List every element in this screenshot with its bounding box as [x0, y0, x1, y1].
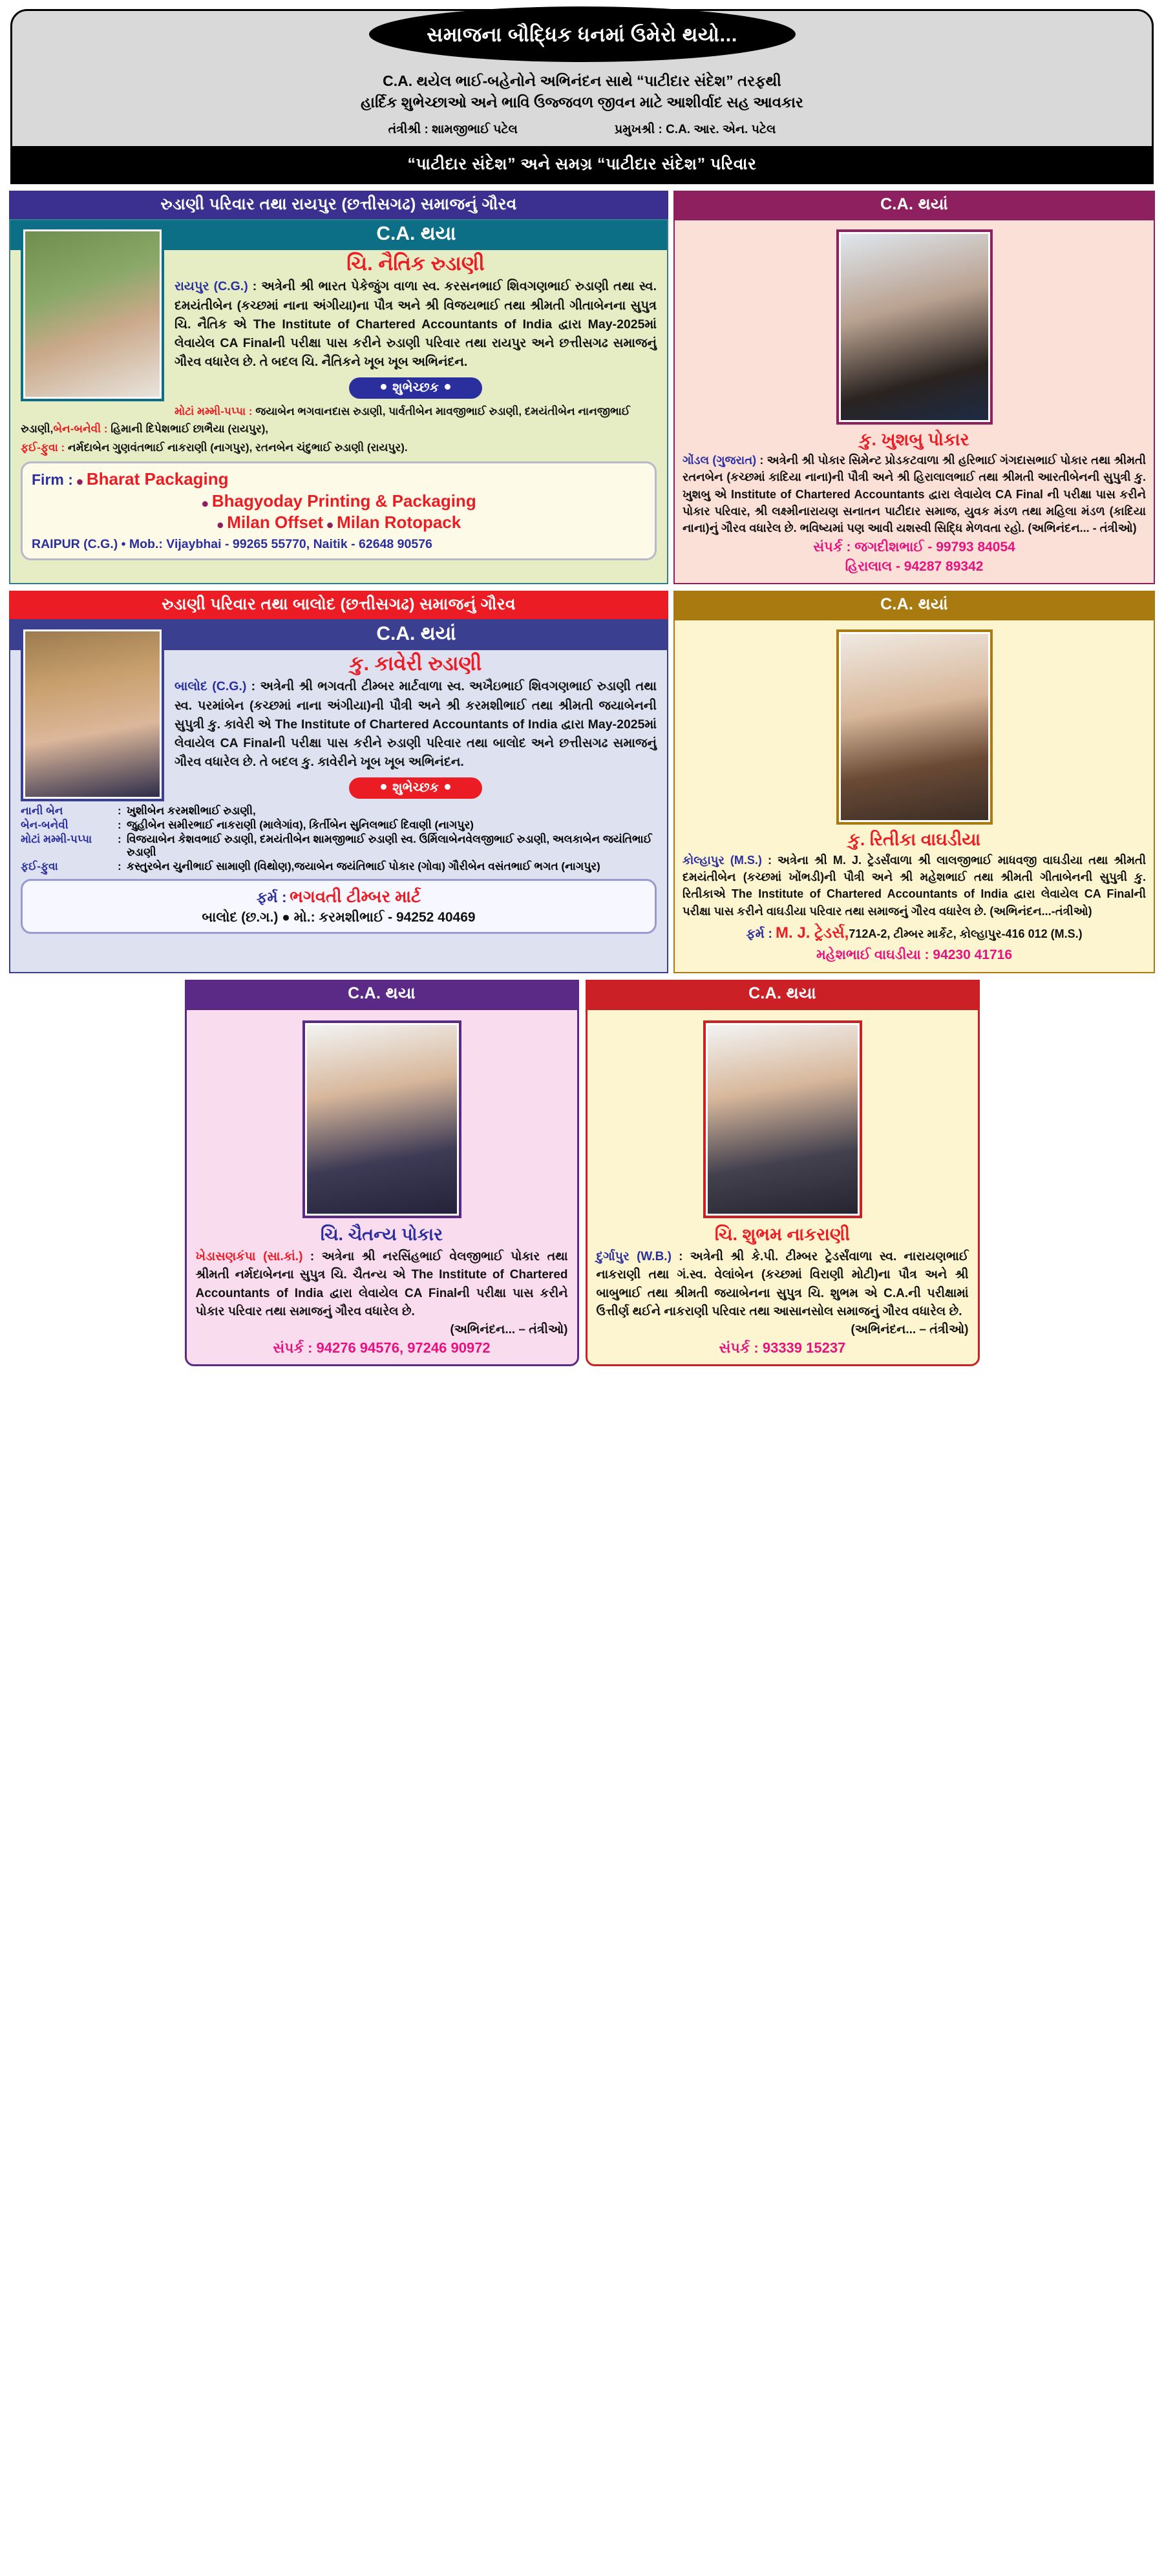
photo-frame	[836, 229, 993, 425]
section1-left-ca-label: C.A. થયા	[376, 223, 456, 245]
section2-left-ca-label: C.A. થયાં	[376, 623, 456, 645]
section1-left-column	[9, 191, 668, 584]
header-line-2: હાર્દિક શુભેચ્છાઓ અને ભાવિ ઉજ્જવળ જીવન માટે આશીર્વાદ સહ આવકાર	[361, 93, 803, 111]
portrait-photo-kaveri	[25, 631, 160, 797]
section2-left-photo-container	[21, 627, 164, 801]
relative-row	[21, 439, 657, 457]
shubhechchhak-label: શુભેચ્છક	[392, 380, 439, 395]
portrait-photo-khushbu	[841, 234, 988, 420]
section1-left-relatives	[21, 403, 657, 457]
header-roles	[32, 123, 1132, 137]
bottom-left-place: ખેડાસણકંપા (સા.કાં.)	[195, 1249, 303, 1263]
section1-left-text: : અત્રેની શ્રી ભારત પેકેજુંગ વાળા સ્વ. કરસનભાઈ શિવગણભાઈ રુડાણી તથા સ્વ. દમયંતીબેન (કચ્છમાં નાના અંગીયા)ના પૌત્ર અને શ્રી વિજયભાઈ તથા શ્રીમતી ગીતાબેનના સુપુત્ર ચિ. નૈતિક એ The Institute of Chartered Accountants of India દ્વારા May-2025માં લેવાયેલ CA Finalની પરીક્ષા પાસ કરીને રુડાણી પરિવાર તથા રાયપુર અને છત્તીસગઢ સમાજનું ગૌરવ વધારેલ છે. તે બદલ ચિ. નૈતિકને ખૂબ ખૂબ અભિનંદન.	[175, 279, 657, 370]
section1-left-firm-box	[21, 461, 657, 560]
section1-right-band: C.A. થયાં	[673, 191, 1155, 219]
photo-frame	[836, 629, 993, 825]
bottom-panels	[9, 980, 1155, 1366]
header-box	[10, 9, 1154, 148]
shubhechchhak-badge	[349, 377, 482, 399]
relative-label: મોટાં મમ્મી-પપ્પા :	[175, 405, 253, 417]
relative-row	[21, 832, 657, 860]
relative-value: જુહીબેન સમીરભાઈ નાકરાણી (માલેગાંવ), કિર્તીબેન સુનિલભાઈ દિવાણી (નાગપુર)	[127, 819, 474, 832]
relative-row	[21, 818, 657, 832]
photo-frame	[21, 227, 164, 401]
section2-left-column	[9, 591, 668, 973]
relative-value: ખુશીબેન કરમશીભાઈ રુડાણી,	[127, 805, 256, 818]
header-ellipse-title: સમાજના બૌદ્ધિક ધનમાં ઉમેરો થયો...	[427, 23, 737, 46]
bottom-right-card	[586, 1008, 980, 1366]
colon: :	[118, 860, 122, 873]
relative-label: નાની બેન	[21, 805, 63, 818]
section2-left-text: : અત્રેની શ્રી ભગવતી ટીમ્બર માર્ટવાળા સ્વ. અખૈઇભાઈ શિવગણભાઈ રુડાણી તથા સ્વ. પરમાંબેન (કચ્છમાં નાના અંગીયા)ની પૌત્રી અને શ્રી કરમશીભાઈ તથા શ્રીમતી જયાબેનની સુપુત્રી કુ. કાવેરી એ The Institute of Chartered Accountants of India દ્વારા May-2025માં લેવાયેલ CA Finalની પરીક્ષા પાસ કરીને રુડાણી પરિવાર તથા બાલોદ અને છત્તીસગઢ સમાજનું ગૌરવ વધારેલ છે. તે બદલ કુ. કાવેરીને ખૂબ ખૂબ અભિનંદન.	[175, 679, 657, 770]
firm-label: ફર્મ :	[746, 926, 773, 941]
relative-value: નર્મદાબેન ગુણવંતભાઈ નાકરાણી (નાગપુર), રતનબેન ચંદુભાઈ રુડાણી (રાયપુર).	[65, 441, 408, 454]
bottom-left-note: (અભિનંદન... – તંત્રીઓ)	[450, 1322, 568, 1336]
bottom-right-name: ચિ. શુભમ નાકરાણી	[714, 1224, 851, 1244]
page-header	[10, 9, 1154, 184]
relative-value: કસ્તુરબેન ચુનીભાઈ સામાણી (વિથોણ),જયાબેન જયંતિભાઈ પોકાર (ગોવા) ગૌરીબેન વસંતભાઈ ભગત (નાગપુર)	[127, 860, 600, 873]
section2-left-card	[9, 619, 668, 973]
editor-label: તંત્રીશ્રી : શામજીભાઈ પટેલ	[388, 123, 518, 137]
section2-right-contact: મહેશભાઈ વાઘડીયા : 94230 41716	[816, 947, 1013, 963]
firm-name: Bhagyoday Printing & Packaging	[211, 491, 476, 511]
section2-right-paragraph	[683, 852, 1146, 919]
portrait-photo-shubham	[708, 1025, 858, 1214]
bottom-left-contact: સંપર્ક : 94276 94576, 97246 90972	[273, 1339, 491, 1356]
header-footer-strip: “પાટીદાર સંદેશ” અને સમગ્ર “પાટીદાર સંદેશ” પરિવાર	[10, 148, 1154, 184]
portrait-photo-chaitanya	[307, 1025, 457, 1214]
colon: :	[118, 805, 122, 818]
firm-line-1	[32, 886, 646, 907]
firm-name: M. J. ટ્રેડર્સ,	[776, 924, 849, 942]
colon: :	[118, 819, 122, 832]
firm-name: ભગવતી ટીમ્બર માર્ટ	[290, 887, 421, 907]
photo-frame	[302, 1020, 461, 1218]
firm-name: Milan Rotopack	[337, 512, 461, 532]
bullet-icon: ●	[216, 518, 224, 533]
firm-label: Firm :	[32, 471, 73, 489]
firm-label: ફર્મ :	[256, 889, 287, 906]
relative-label: બેન-બનેવી :	[53, 423, 108, 436]
colon: :	[118, 833, 122, 846]
section1-left-band: રુડાણી પરિવાર તથા રાયપુર (છત્તીસગઢ) સમાજનું ગૌરવ	[9, 191, 668, 219]
relative-row	[21, 403, 657, 438]
relative-value: વિજયાબેન કેશવભાઈ રુડાણી, દમયંતીબેન શામજીભાઈ રુડાણી સ્વ. ઉર્મિલાબેનવેલજીભાઈ રુડાણી, અલકાબેન જયંતિભાઈ રુડાણી	[127, 833, 652, 859]
magazine-page	[0, 9, 1164, 1366]
section2-right-column	[673, 591, 1155, 973]
section1-left-firm-address: RAIPUR (C.G.) • Mob.: Vijaybhai - 99265 55770, Naitik - 62648 90576	[32, 537, 432, 552]
section1-left-card	[9, 219, 668, 584]
section-1	[9, 191, 1155, 584]
section2-right-text: : અત્રેના શ્રી M. J. ટ્રેડર્સંવાળા શ્રી લાલજીભાઈ માધવજી વાઘડીયા તથા શ્રીમતી દમયંતીબેન (કચ્છમાં ખોંભડી)ની પૌત્રી અને શ્રી મહેશભાઈ તથા શ્રીમતી ગીતાબેનની સુપુત્રી કુ. રિતીકાએ The Institute of Chartered Accountants of India દ્વારા લેવાયેલ CA Finalની પરીક્ષા પાસ કરીને વાઘડીયા પરિવાર તથા સમાજનું ગૌરવ વધારેલ છે. (અભિનંદન...-તંત્રીઓ)	[683, 854, 1146, 918]
bullet-icon: ●	[76, 474, 84, 489]
section2-right-name: કુ. રિતીકા વાઘડીયા	[847, 830, 981, 850]
relative-row	[21, 860, 657, 874]
bottom-right-panel	[586, 980, 980, 1366]
portrait-photo-naitik	[25, 231, 160, 397]
dot-icon	[381, 384, 386, 390]
section1-right-contact-1: સંપર્ક : જગદીશભાઈ - 99793 84054	[813, 539, 1015, 554]
relative-label: મોટાં મમ્મી-પપ્પા	[21, 833, 92, 846]
header-ellipse-banner	[369, 6, 796, 62]
shubhechchhak-badge	[349, 777, 482, 799]
bottom-left-name: ચિ. ચૈતન્ય પોકાર	[320, 1224, 443, 1244]
bottom-right-band: C.A. થયા	[586, 980, 980, 1008]
section1-right-name: કુ. ખુશબુ પોકાર	[859, 430, 969, 450]
firm-name: Bharat Packaging	[86, 469, 229, 489]
section2-left-body	[10, 650, 667, 971]
section2-left-place: બાલોદ (C.G.)	[175, 679, 247, 694]
bottom-left-paragraph	[196, 1248, 568, 1322]
photo-frame	[21, 627, 164, 801]
section2-left-firm-box	[21, 879, 657, 934]
relative-label: ફઈ-ફુવા	[21, 860, 58, 873]
firm-line-2	[32, 491, 646, 512]
section1-left-photo-container	[21, 227, 164, 401]
section1-right-card	[673, 219, 1155, 584]
section2-left-band: રુડાણી પરિવાર તથા બાલોદ (છત્તીસગઢ) સમાજનું ગૌરવ	[9, 591, 668, 619]
portrait-photo-ritika	[841, 634, 988, 820]
bottom-right-paragraph	[597, 1248, 969, 1322]
section2-right-band: C.A. થયાં	[673, 591, 1155, 619]
bullet-icon: ●	[326, 518, 334, 533]
section1-right-text: : અત્રેની શ્રી પોકાર સિમેન્ટ પ્રોડકટવાળા શ્રી હરિભાઈ ગંગદાસભાઈ પોકાર તથા શ્રીમતી રતનબેન (કચ્છમાં કાદિયા નાના)ની પૌત્રી અને શ્રી હિરાલાલભાઈ તથા શ્રીમતી આરતીબેનની સુપુત્રી કુ. ખુશબુ એ Institute of Chartered Accountants દ્વારા લેવાયેલ CA Final ની પરીક્ષા પાસ કરીને પોકાર પરિવાર, શ્રી લક્ષ્મીનારાયણ સનાતન પાટીદાર સમાજ, યુવક મંડળ તથા મહિલા મંડળ (કાદિયા નાના)નું ગૌરવ વધારેલ છે. ભવિષ્યમાં પણ આવી યશસ્વી સિદ્ધિ મેળવતા રહો. (અભિનંદન... - તંત્રીઓ)	[683, 454, 1146, 534]
dot-icon	[445, 384, 450, 390]
relative-value: હિમાની દિપેશભાઈ છાભૈયા (રાયપુર),	[107, 423, 269, 436]
firm-name: Milan Offset	[227, 512, 324, 532]
section1-right-paragraph	[683, 452, 1146, 536]
section1-left-body	[10, 250, 667, 583]
bottom-left-text: : અત્રેના શ્રી નરસિંહભાઈ વેલજીભાઈ પોકાર તથા શ્રીમતી નર્મદાબેનના સુપુત્ર ચિ. ચૈતન્ય એ The Institute of Chartered Accountants of India દ્વારા લેવાયેલ CA Finalની પરીક્ષા પાસ કરીને પોકાર પરિવાર તથા સમાજનું ગૌરવ વધારેલ છે.	[195, 1249, 568, 1319]
shubhechchhak-label: શુભેચ્છક	[392, 780, 439, 795]
president-label: પ્રમુખશ્રી : C.A. આર. એન. પટેલ	[614, 123, 776, 137]
firm-line-3	[32, 512, 646, 533]
section2-left-name: કુ. કાવેરી રુડાણી	[349, 652, 482, 675]
section1-left-place: રાયપુર (C.G.)	[175, 279, 248, 294]
bottom-right-contact: સંપર્ક : 93339 15237	[719, 1339, 846, 1356]
section2-left-firm-address: બાલોદ (છ.ગ.) ● મો.: કરમશીભાઈ - 94252 40469	[202, 909, 476, 925]
bottom-left-panel	[185, 980, 579, 1366]
firm-line-1	[32, 469, 646, 490]
bottom-left-card	[185, 1008, 579, 1366]
section2-right-card	[673, 619, 1155, 973]
relative-label: ફઈ-ફુવા :	[21, 441, 65, 454]
section1-left-name: ચિ. નૈતિક રુડાણી	[346, 252, 485, 275]
photo-frame	[703, 1020, 862, 1218]
section2-left-relatives	[21, 804, 657, 874]
relative-row	[21, 804, 657, 818]
section2-right-firm-line	[683, 922, 1146, 945]
section1-right-contact-2: હિરાલાલ - 94287 89342	[845, 559, 984, 575]
header-line-1: C.A. થયેલ ભાઈ-બહેનોને અભિનંદન સાથે “પાટીદાર સંદેશ” તરફથી	[383, 72, 781, 89]
section-2	[9, 591, 1155, 973]
bottom-right-place: દુર્ગાપુર (W.B.)	[596, 1249, 672, 1263]
section1-right-column	[673, 191, 1155, 584]
section2-right-place: કોલ્હાપુર (M.S.)	[683, 854, 762, 867]
dot-icon	[381, 784, 386, 790]
relative-value: જયાબેન ભગવાનદાસ રુડાણી, પાર્વતીબેન માવજીભાઈ રુડાણી, દમયંતીબેન નાનજીભાઈ રુડાણી,	[21, 405, 630, 436]
dot-icon	[445, 784, 450, 790]
bottom-left-band: C.A. થયા	[185, 980, 579, 1008]
bottom-right-note: (અભિનંદન... – તંત્રીઓ)	[851, 1322, 969, 1336]
section1-right-place: ગોંડલ (ગુજરાત)	[683, 454, 757, 467]
section2-right-firm-address: 712A-2, ટીમ્બર માર્કેટ, કોલ્હાપુર-416 012 (M.S.)	[849, 927, 1083, 940]
relative-label: બેન-બનેવી	[21, 819, 69, 832]
bottom-right-text: : અત્રેની શ્રી કે.પી. ટીમ્બર ટ્રેડર્સંવાળા સ્વ. નારાયણભાઈ નાકરાણી તથા ગં.સ્વ. વેલાંબેન (કચ્છમાં વિરાણી મોટી)ના પૌત્ર અને શ્રી બાબુભાઈ તથા શ્રીમતી જયાબેનના સુપુત્ર ચિ. શુભમ એ C.A.ની પરીક્ષામાં ઉત્તીર્ણ થઈને નાકરાણી પરિવાર તથા આસાનસોલ સમાજનું ગૌરવ વધારેલ છે.	[596, 1249, 969, 1319]
bullet-icon: ●	[201, 496, 209, 511]
